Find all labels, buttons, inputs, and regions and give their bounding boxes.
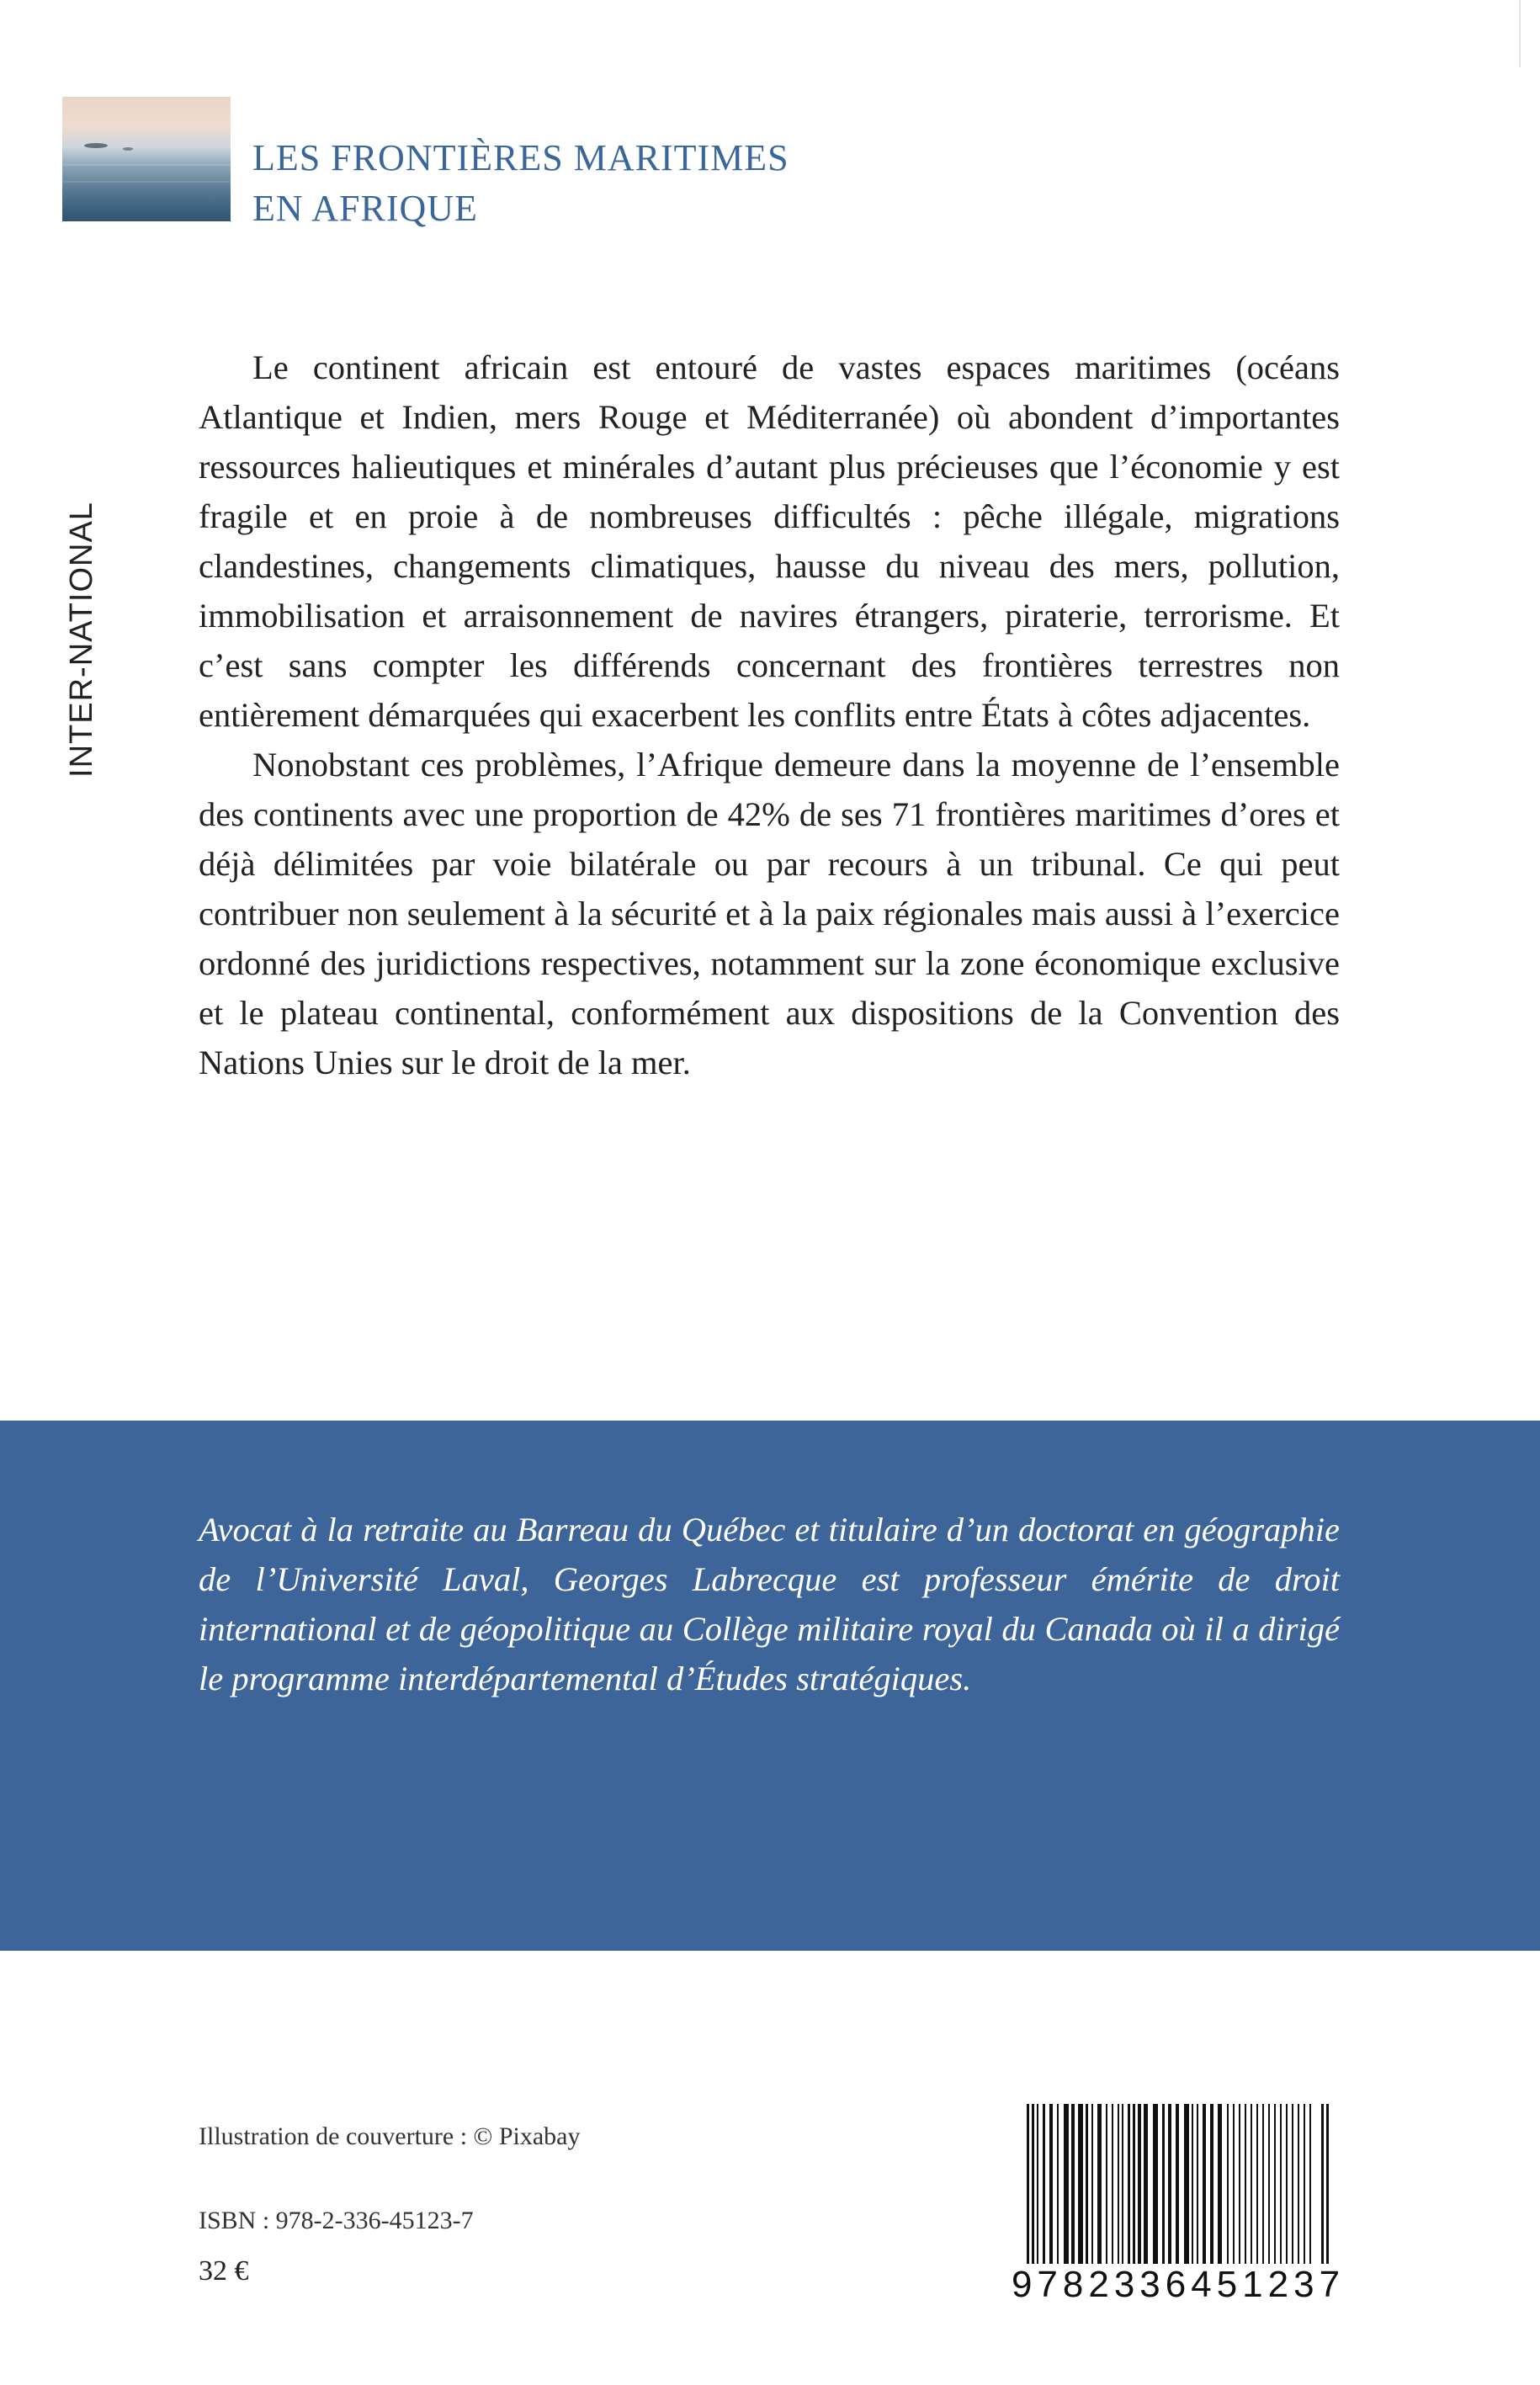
book-title-line-1: LES FRONTIÈRES MARITIMES	[252, 137, 789, 178]
barcode-bar	[1037, 2104, 1038, 2264]
barcode-bar	[1032, 2104, 1034, 2272]
barcode-bar	[1168, 2104, 1171, 2264]
book-title	[252, 133, 926, 234]
barcode-bar	[1292, 2104, 1293, 2264]
barcode-bar	[1112, 2104, 1113, 2264]
barcode-bar	[1256, 2104, 1258, 2264]
series-label: INTER-NATIONAL	[64, 502, 99, 778]
barcode-bar	[1106, 2104, 1107, 2264]
barcode-bar	[1239, 2104, 1240, 2264]
barcode-bar	[1057, 2104, 1059, 2264]
isbn: ISBN : 978-2-336-45123-7	[199, 2207, 474, 2234]
barcode-bar	[1280, 2104, 1282, 2264]
author-bio-band	[0, 1421, 1540, 1951]
book-title-line-2: EN AFRIQUE	[252, 188, 478, 229]
barcode-bar	[1304, 2104, 1305, 2264]
barcode-bar	[1227, 2104, 1229, 2264]
barcode-bar	[1091, 2104, 1093, 2264]
barcode-bar	[1043, 2104, 1045, 2264]
barcode-bar	[1064, 2104, 1069, 2264]
barcode-bar	[1218, 2104, 1222, 2264]
cover-credit: Illustration de couverture : © Pixabay	[199, 2122, 581, 2150]
barcode-bar	[1049, 2104, 1053, 2264]
author-bio: Avocat à la retraite au Barreau du Québec et titulaire d’un doctorat en géographie de l’Université Laval, Georges Labrecque est professeur émérite de droit international et de géopolitique au Collège militaire royal du Canada où il a dirigé le programme interdépartemental d’Études stratégiques.	[199, 1511, 1340, 1697]
barcode-bar	[1128, 2104, 1130, 2272]
book-description	[199, 343, 1340, 1087]
barcode-bar	[1268, 2104, 1270, 2264]
barcode-bar	[1298, 2104, 1299, 2264]
barcode-bar	[1203, 2104, 1206, 2264]
barcode-bar	[1192, 2104, 1193, 2264]
seascape-thumbnail	[62, 97, 231, 221]
barcode-bar	[1197, 2104, 1198, 2264]
barcode-bar	[1153, 2104, 1158, 2264]
seascape-image	[62, 97, 231, 221]
barcode-bar	[1309, 2104, 1311, 2264]
barcode	[1010, 2104, 1346, 2306]
barcode-bar	[1184, 2104, 1189, 2264]
barcode-bar	[1118, 2104, 1119, 2264]
barcode-bar	[1027, 2104, 1029, 2272]
barcode-bar	[1097, 2104, 1102, 2264]
barcode-bars	[1010, 2104, 1346, 2272]
price: 32 €	[199, 2255, 249, 2287]
barcode-bar	[1078, 2104, 1083, 2264]
barcode-bar	[1086, 2104, 1088, 2264]
barcode-bar	[1122, 2104, 1123, 2264]
barcode-bar	[1321, 2104, 1324, 2272]
barcode-bar	[1133, 2104, 1135, 2272]
barcode-bar	[1274, 2104, 1276, 2264]
page-edge-line	[1519, 0, 1521, 67]
barcode-number: 9782336451237	[1011, 2264, 1346, 2305]
barcode-bar	[1262, 2104, 1264, 2264]
barcode-bar	[1071, 2104, 1075, 2264]
barcode-bar	[1210, 2104, 1213, 2264]
barcode-bar	[1233, 2104, 1235, 2264]
barcode-bar	[1144, 2104, 1148, 2264]
barcode-bar	[1138, 2104, 1141, 2264]
barcode-bar	[1251, 2104, 1252, 2264]
barcode-bar	[1176, 2104, 1179, 2264]
description-paragraph-2: Nonobstant ces problèmes, l’Afrique demeure dans la moyenne de l’ensemble des continents avec une proportion de 42% de ses 71 frontières maritimes d’ores et déjà délimitées par voie bilatérale ou par recours à un tribunal. Ce qui peut contribuer non seulement à la sécurité et à la paix régionales mais aussi à l’exercice ordonné des juridictions respectives, notamment sur la zone économique exclusive et le plateau continental, conformément aux dispositions de la Convention des Nations Unies sur le droit de la mer.	[199, 746, 1340, 1081]
barcode-bar	[1162, 2104, 1165, 2264]
barcode-bar	[1326, 2104, 1329, 2272]
barcode-bar	[1286, 2104, 1288, 2264]
barcode-bar	[1245, 2104, 1246, 2264]
description-paragraph-1: Le continent africain est entouré de vastes espaces maritimes (océans Atlantique et Indien, mers Rouge et Méditerranée) où abondent d’importantes ressources halieutiques et minérales d’autant plus précieuses que l’économie y est fragile et en proie à de nombreuses difficultés : pêche illégale, migrations clandestines, changements climatiques, hausse du niveau des mers, pollution, immobilisation et arraisonnement de navires étrangers, piraterie, terrorisme. Et c’est sans compter les différends concernant des frontières terrestres non entièrement démarquées qui exacerbent les conflits entre États à côtes adjacentes.	[199, 348, 1340, 734]
